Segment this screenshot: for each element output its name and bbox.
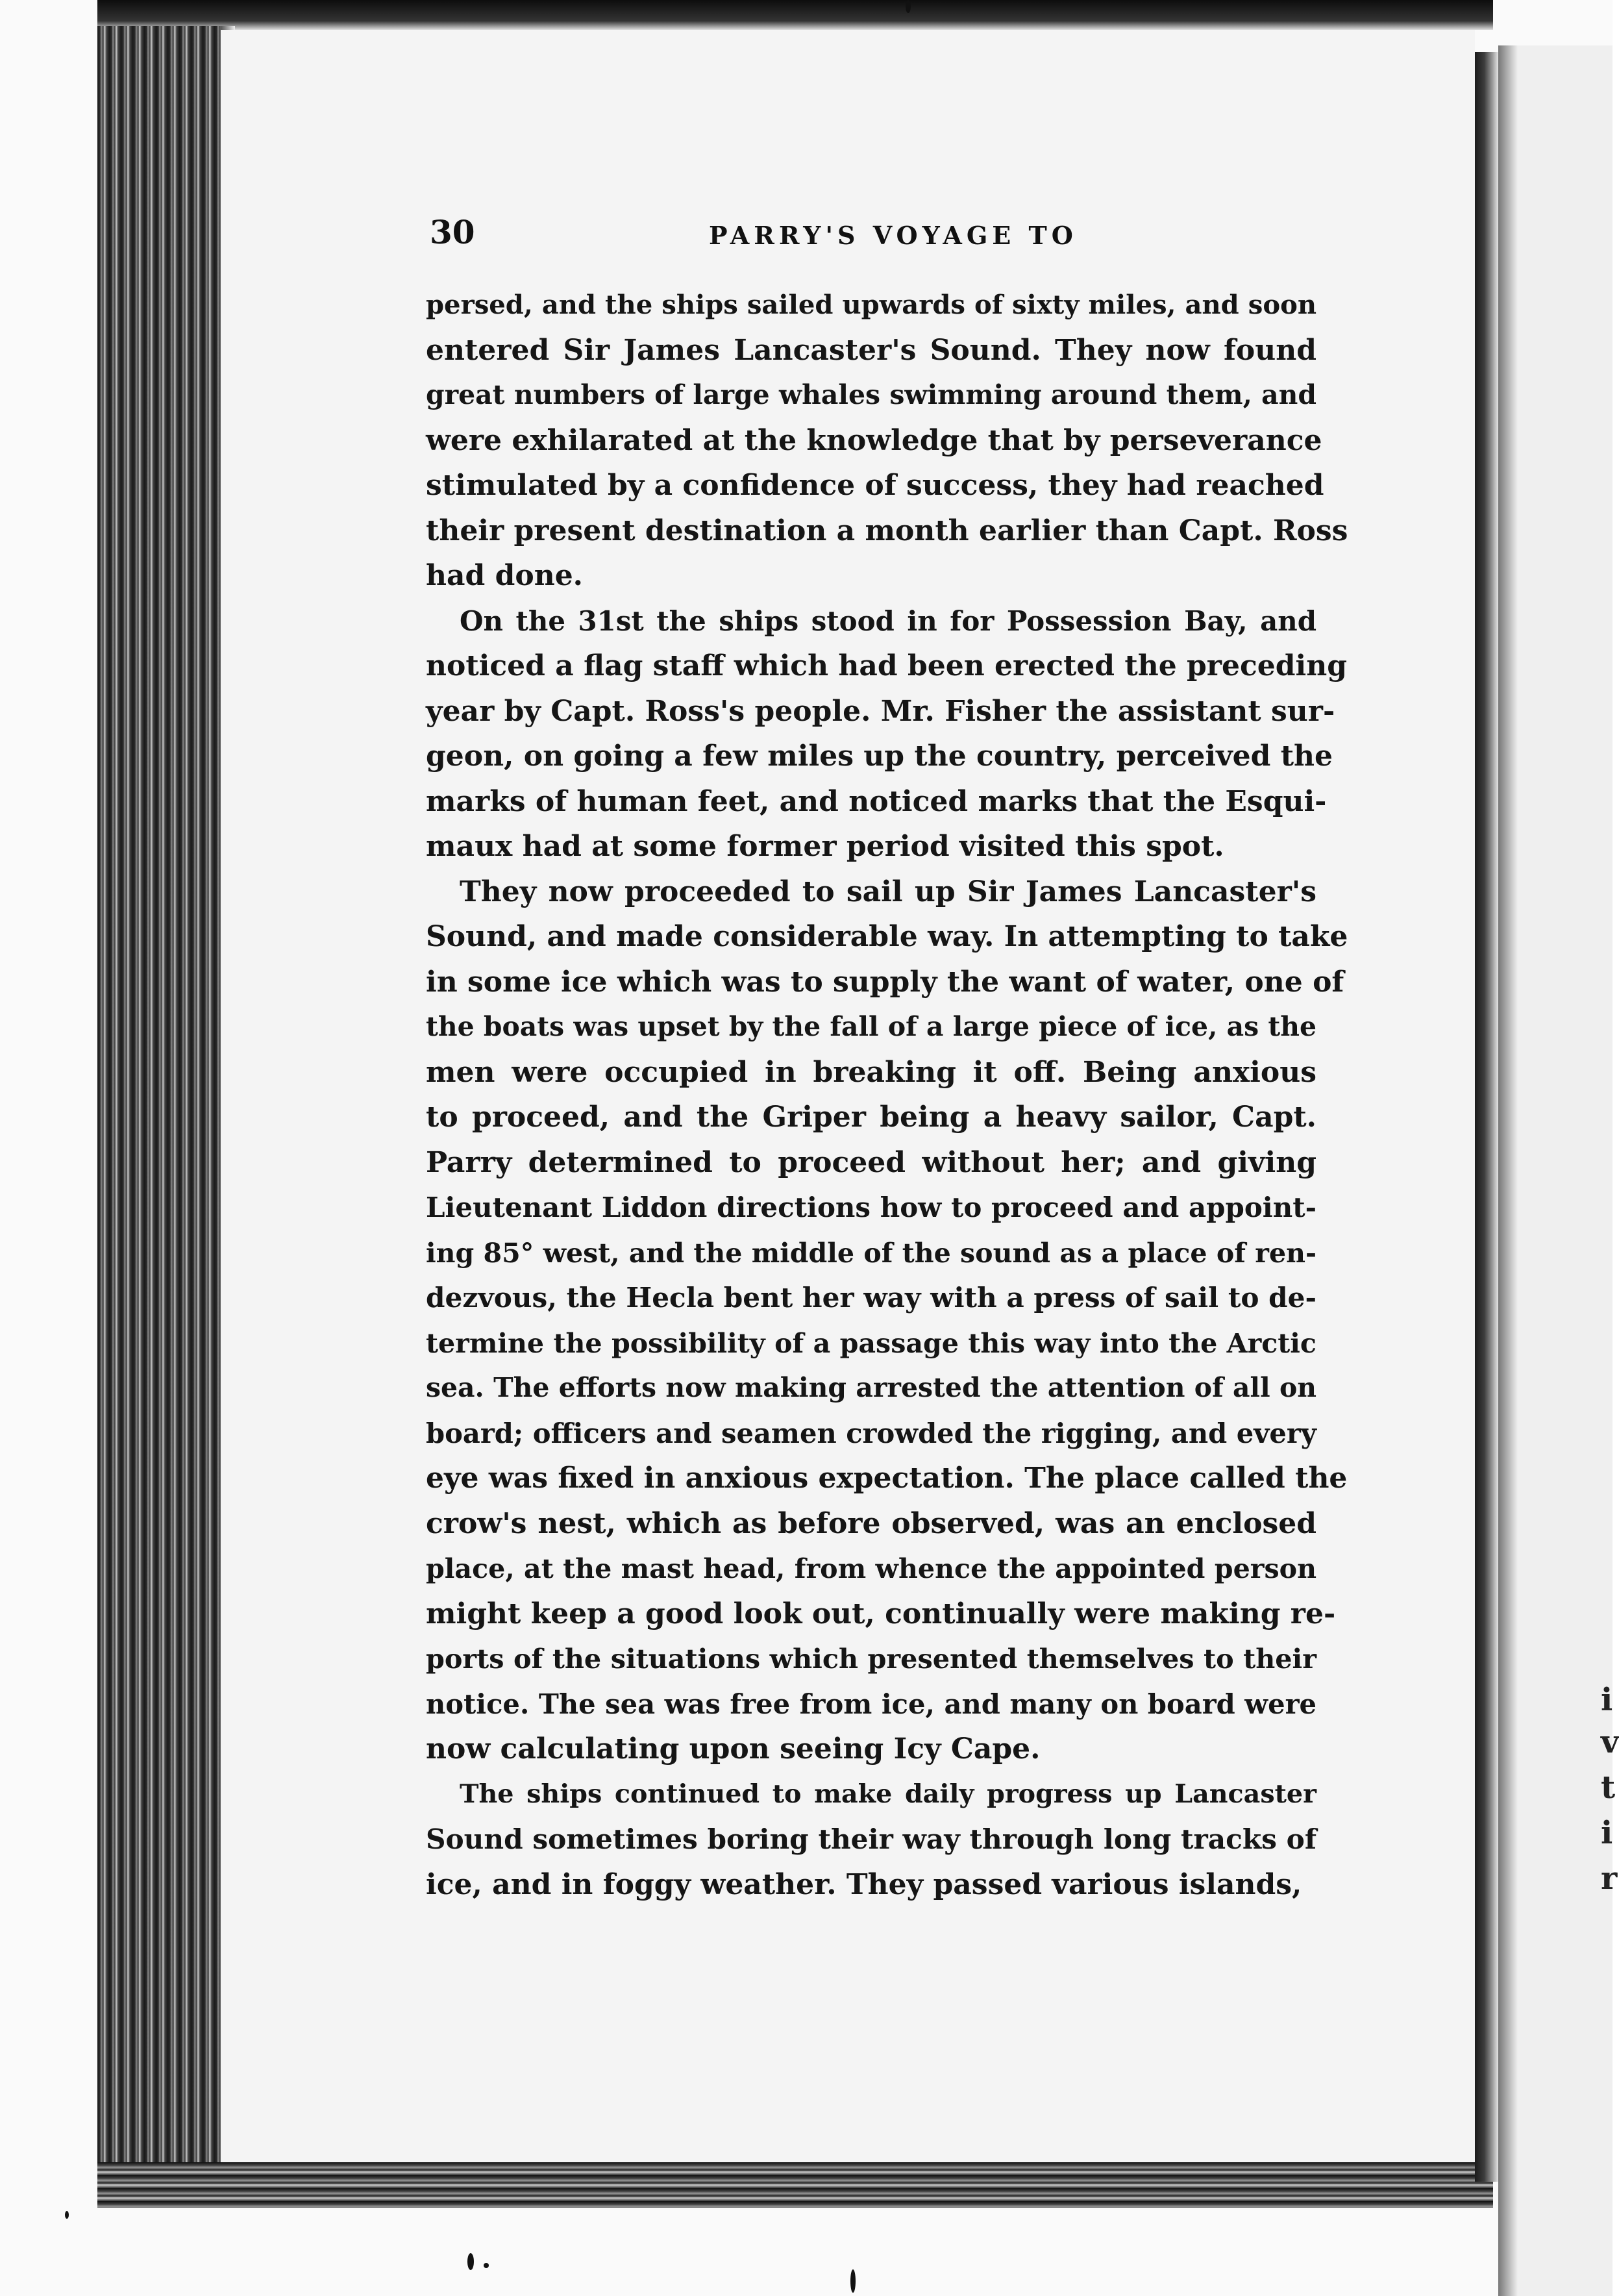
text-line: their present destination a month earlier than Capt. Ross [426,514,1348,547]
adjacent-page-letter: i [1601,1682,1613,1718]
adjacent-page-letter: t [1601,1769,1616,1806]
text-line: termine the possibility of a passage this way into the Arctic [426,1327,1316,1359]
text-line: Parry determined to proceed without her; and giving [426,1145,1316,1179]
text-line: persed, and the ships sailed upwards of sixty miles, and soon [426,290,1316,320]
adjacent-page-letter: r [1601,1860,1618,1897]
book-page-edges-bottom [97,2162,1493,2208]
text-line: now calculating upon seeing Icy Cape. [426,1732,1041,1766]
running-title: PARRY'S VOYAGE TO [709,221,1078,250]
text-line: great numbers of large whales swimming around them, and [426,379,1316,410]
text-line: geon, on going a few miles up the country, perceived the [426,740,1333,773]
text-line: Sound, and made considerable way. In attempting to take [426,920,1348,953]
text-line: Lieutenant Liddon directions how to proceed and appoint- [426,1192,1316,1223]
scan-speck [65,2211,69,2219]
text-line: ports of the situations which presented themselves to their [426,1643,1316,1675]
text-line: The ships continued to make daily progress up Lancaster [460,1778,1316,1809]
text-line: marks of human feet, and noticed marks that the Esqui- [426,784,1327,818]
text-line: notice. The sea was free from ice, and many on board were [426,1688,1316,1720]
text-line: sea. The efforts now making arrested the attention of all on [426,1372,1316,1403]
book-page-edges [97,26,221,2201]
text-line: board; officers and seamen crowded the rigging, and every [426,1417,1316,1449]
text-line: On the 31st the ships stood in for Possession Bay, and [460,605,1316,637]
text-line: maux had at some former period visited this spot. [426,830,1224,863]
text-line: eye was fixed in anxious expectation. The place called the [426,1462,1348,1495]
text-line: were exhilarated at the knowledge that by perseverance [426,423,1322,457]
text-line: noticed a flag staff which had been erected the preceding [426,649,1347,682]
text-line: dezvous, the Hecla bent her way with a press of sail to de- [426,1281,1316,1314]
text-line: ice, and in foggy weather. They passed various islands, [426,1867,1302,1901]
text-line: stimulated by a confidence of success, they had reached [426,469,1324,502]
scanner-frame-top [97,0,1493,30]
text-line: entered Sir James Lancaster's Sound. They now found [426,333,1316,367]
text-line: to proceed, and the Griper being a heavy sailor, Capt. [426,1101,1316,1134]
text-line: the boats was upset by the fall of a large piece of ice, as the [426,1011,1316,1042]
running-header [430,213,1326,258]
text-line: might keep a good look out, continually were making re- [426,1597,1336,1630]
paragraph [426,1772,1316,1908]
text-line: Sound sometimes boring their way through long tracks of [426,1823,1316,1855]
adjacent-page-shadow [1498,45,1518,2296]
page-number: 30 [430,213,475,251]
text-line: year by Capt. Ross's people. Mr. Fisher the assistant sur- [426,694,1335,728]
text-line: men were occupied in breaking it off. Being anxious [426,1055,1316,1089]
scan-speck [850,2269,856,2293]
text-line: in some ice which was to supply the want of water, one of [426,965,1344,999]
paragraph [426,282,1348,599]
text-line: ing 85° west, and the middle of the sound as a place of ren- [426,1236,1316,1269]
paragraph [426,599,1347,869]
scan-speck [467,2253,474,2270]
scan-speck [906,0,911,13]
body-text [426,282,1348,1907]
adjacent-page-letter: i [1601,1815,1613,1851]
text-line: had done. [426,559,583,592]
scan-speck [484,2263,489,2268]
paragraph [426,869,1348,1772]
text-line: They now proceeded to sail up Sir James Lancaster's [460,875,1316,908]
book-gutter [1475,52,1498,2182]
adjacent-page-letter: v [1601,1724,1619,1760]
text-line: crow's nest, which as before observed, was an enclosed [426,1506,1316,1540]
text-line: place, at the mast head, from whence the appointed person [426,1553,1316,1584]
